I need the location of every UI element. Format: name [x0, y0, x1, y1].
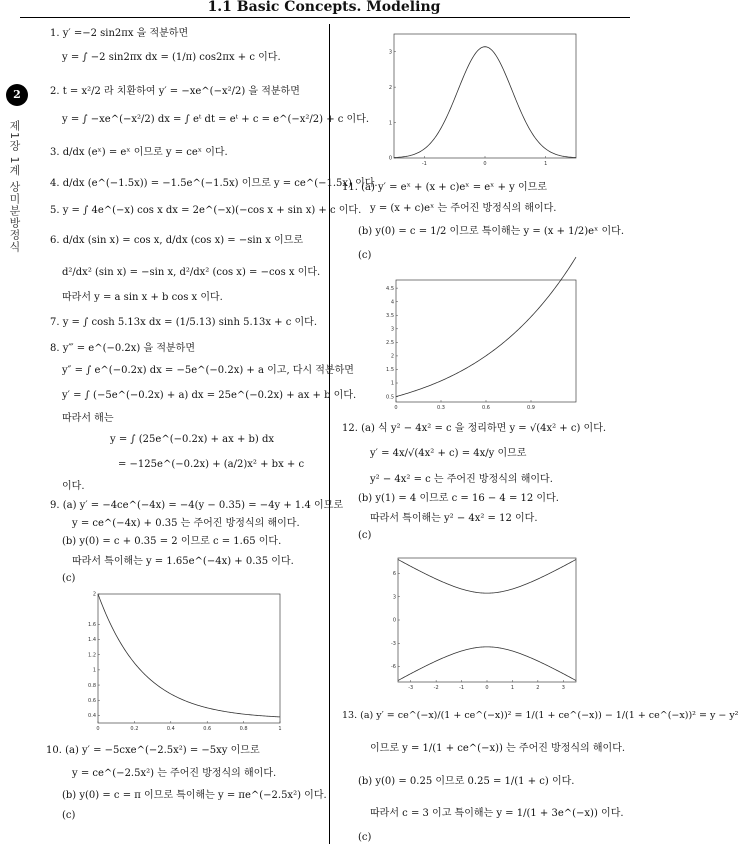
plot-10c — [380, 30, 580, 170]
text-line: 8. y‴ = e^(−0.2x) 을 적분하면 — [50, 343, 195, 354]
text-line: = −125e^(−0.2x) + (a/2)x² + bx + c — [118, 459, 305, 470]
text-line: 4. d/dx (e^(−1.5x)) = −1.5e^(−1.5x) 이므로 y = ce^(−1.5x) 이다. — [50, 178, 378, 189]
text-line: 1. y′ =−2 sin2πx 을 적분하면 — [50, 28, 189, 39]
x-tick-label: -1 — [459, 685, 465, 691]
text-line: 6. d/dx (sin x) = cos x, d/dx (cos x) = −sin x 이므로 — [50, 235, 303, 246]
plot-12c — [384, 554, 580, 694]
text-line: (c) — [62, 810, 76, 821]
text-line: (b) y(0) = c + 0.35 = 2 이므로 c = 1.65 이다. — [62, 536, 282, 547]
y-tick-label: 0 — [392, 617, 396, 624]
curve — [396, 257, 576, 396]
text-line: 2. t = x²/2 라 치환하여 y′ = −xe^(−x²/2) 을 적분하면 — [50, 86, 300, 97]
x-tick-label: -1 — [421, 161, 427, 167]
text-line: y = (x + c)eˣ 는 주어진 방정식의 해이다. — [370, 203, 557, 214]
plot-11c — [382, 276, 580, 414]
y-tick-label: 6 — [392, 571, 396, 578]
text-line: 12. (a) 식 y² − 4x² = c 을 정리하면 y = √(4x² + c) 이다. — [342, 423, 607, 434]
chapter-badge: 2 — [6, 84, 28, 106]
y-tick-label: 0.8 — [88, 682, 96, 689]
text-line: y = ∫ −xe^(−x²/2) dx = ∫ eᵗ dt = eᵗ + c = e^(−x²/2) + c 이다. — [62, 114, 370, 125]
x-tick-label: 0.6 — [203, 726, 212, 732]
y-tick-label: 3 — [390, 326, 394, 333]
y-tick-label: 1.4 — [88, 637, 96, 644]
text-line: 3. d/dx (eˣ) = eˣ 이므로 y = ceˣ 이다. — [50, 147, 228, 158]
text-line: (b) y(0) = c = 1/2 이므로 특이해는 y = (x + 1/2)eˣ 이다. — [358, 226, 625, 237]
plot-frame — [98, 594, 280, 723]
y-tick-label: 2 — [390, 353, 394, 360]
text-line: 이다. — [62, 481, 85, 492]
x-tick-label: 1 — [510, 685, 515, 691]
curve — [398, 559, 576, 593]
text-line: (b) y(0) = 0.25 이므로 0.25 = 1/(1 + c) 이다. — [358, 776, 575, 787]
plot-frame — [396, 280, 576, 402]
y-tick-label: 0.5 — [386, 394, 394, 401]
y-tick-label: 3.5 — [386, 312, 394, 319]
plot-9c — [84, 590, 284, 735]
x-tick-label: 1 — [544, 161, 548, 167]
x-tick-label: 2 — [536, 685, 540, 691]
y-tick-label: 1 — [390, 380, 394, 387]
x-tick-label: 0.3 — [437, 405, 445, 411]
text-line: (b) y(0) = c = π 이므로 특이해는 y = πe^(−2.5x²) 이다. — [62, 790, 327, 801]
x-tick-label: 0.8 — [239, 726, 248, 732]
text-line: 11. (a) y′ = eˣ + (x + c)eˣ = eˣ + y 이므로 — [342, 182, 547, 193]
x-tick-label: 1 — [278, 726, 282, 732]
y-tick-label: 1.6 — [88, 622, 96, 629]
text-line: y = ∫ (25e^(−0.2x) + ax + b) dx — [110, 434, 275, 445]
text-line: 따라서 특이해는 y² − 4x² = 12 이다. — [370, 513, 538, 524]
curve — [394, 47, 576, 158]
x-tick-label: 0 — [485, 685, 489, 691]
plot-frame — [398, 558, 576, 682]
plot-frame — [394, 34, 576, 158]
x-tick-label: 0.6 — [482, 405, 490, 411]
text-line: (c) — [358, 250, 372, 261]
y-tick-label: 0.6 — [88, 697, 96, 704]
y-tick-label: 1.2 — [88, 652, 96, 659]
text-line: y = ce^(−2.5x²) 는 주어진 방정식의 해이다. — [72, 768, 277, 779]
text-line: 10. (a) y′ = −5cxe^(−2.5x²) = −5xy 이므로 — [46, 745, 260, 756]
y-tick-label: 2.5 — [386, 340, 394, 347]
side-label: 제1장 1계 상미분방정식 — [8, 120, 21, 253]
text-line: 9. (a) y′ = −4ce^(−4x) = −4(y − 0.35) = −4y + 1.4 이므로 — [50, 500, 343, 511]
column-divider — [329, 24, 330, 844]
text-line: y = ∫ −2 sin2πx dx = (1/π) cos2πx + c 이다. — [62, 52, 281, 63]
text-line: (c) — [358, 832, 372, 843]
text-line: y″ = ∫ e^(−0.2x) dx = −5e^(−0.2x) + a 이고, 다시 적분하면 — [62, 365, 354, 376]
x-tick-label: 0.4 — [166, 726, 175, 732]
text-line: 5. y = ∫ 4e^(−x) cos x dx = 2e^(−x)(−cos x + sin x) + c 이다. — [50, 205, 362, 216]
title-rule — [20, 17, 630, 18]
text-line: y² − 4x² = c 는 주어진 방정식의 해이다. — [370, 474, 553, 485]
text-line: 13. (a) y′ = ce^(−x)/(1 + ce^(−x))² = 1/(1 + ce^(−x)) − 1/(1 + ce^(−x))² = y − y² — [342, 710, 739, 721]
y-tick-label: 2 — [92, 591, 96, 598]
x-tick-label: 0 — [394, 405, 398, 411]
text-line: (c) — [62, 573, 76, 584]
y-tick-label: 4.5 — [386, 285, 394, 292]
text-line: (c) — [358, 530, 372, 541]
y-tick-label: 1.5 — [386, 367, 394, 374]
x-tick-label: 3 — [561, 685, 565, 691]
x-tick-label: 0.9 — [527, 405, 535, 411]
y-tick-label: 1 — [388, 120, 392, 127]
text-line: (b) y(1) = 4 이므로 c = 16 − 4 = 12 이다. — [358, 493, 559, 504]
y-tick-label: 3 — [392, 594, 396, 601]
y-tick-label: -3 — [391, 640, 396, 647]
y-tick-label: 4 — [390, 299, 394, 306]
y-tick-label: 2 — [388, 84, 392, 91]
x-tick-label: 0.2 — [130, 726, 139, 732]
text-line: d²/dx² (sin x) = −sin x, d²/dx² (cos x) = −cos x 이다. — [62, 267, 321, 278]
text-line: 이므로 y = 1/(1 + ce^(−x)) 는 주어진 방정식의 해이다. — [370, 743, 626, 754]
text-line: 따라서 특이해는 y = 1.65e^(−4x) + 0.35 이다. — [72, 556, 294, 567]
x-tick-label: 0 — [483, 161, 487, 167]
text-line: 7. y = ∫ cosh 5.13x dx = (1/5.13) sinh 5.13x + c 이다. — [50, 317, 318, 328]
page-title: 1.1 Basic Concepts. Modeling — [207, 0, 441, 15]
y-tick-label: 0.4 — [88, 713, 96, 720]
x-tick-label: 0 — [96, 726, 100, 732]
text-line: y′ = ∫ (−5e^(−0.2x) + a) dx = 25e^(−0.2x) + ax + b 이다. — [62, 390, 357, 401]
text-line: 따라서 y = a sin x + b cos x 이다. — [62, 292, 223, 303]
curve — [398, 647, 576, 681]
x-tick-label: -2 — [433, 685, 439, 691]
text-line: y′ = 4x/√(4x² + c) = 4x/y 이므로 — [370, 448, 527, 459]
x-tick-label: -3 — [408, 685, 414, 691]
text-line: y = ce^(−4x) + 0.35 는 주어진 방정식의 해이다. — [72, 518, 300, 529]
text-line: 따라서 c = 3 이고 특이해는 y = 1/(1 + 3e^(−x)) 이다. — [370, 808, 624, 819]
y-tick-label: 1 — [92, 667, 96, 674]
y-tick-label: 0 — [388, 155, 392, 162]
y-tick-label: 3 — [388, 49, 392, 56]
text-line: 따라서 해는 — [62, 413, 114, 424]
y-tick-label: -6 — [391, 664, 396, 671]
curve — [98, 594, 280, 717]
